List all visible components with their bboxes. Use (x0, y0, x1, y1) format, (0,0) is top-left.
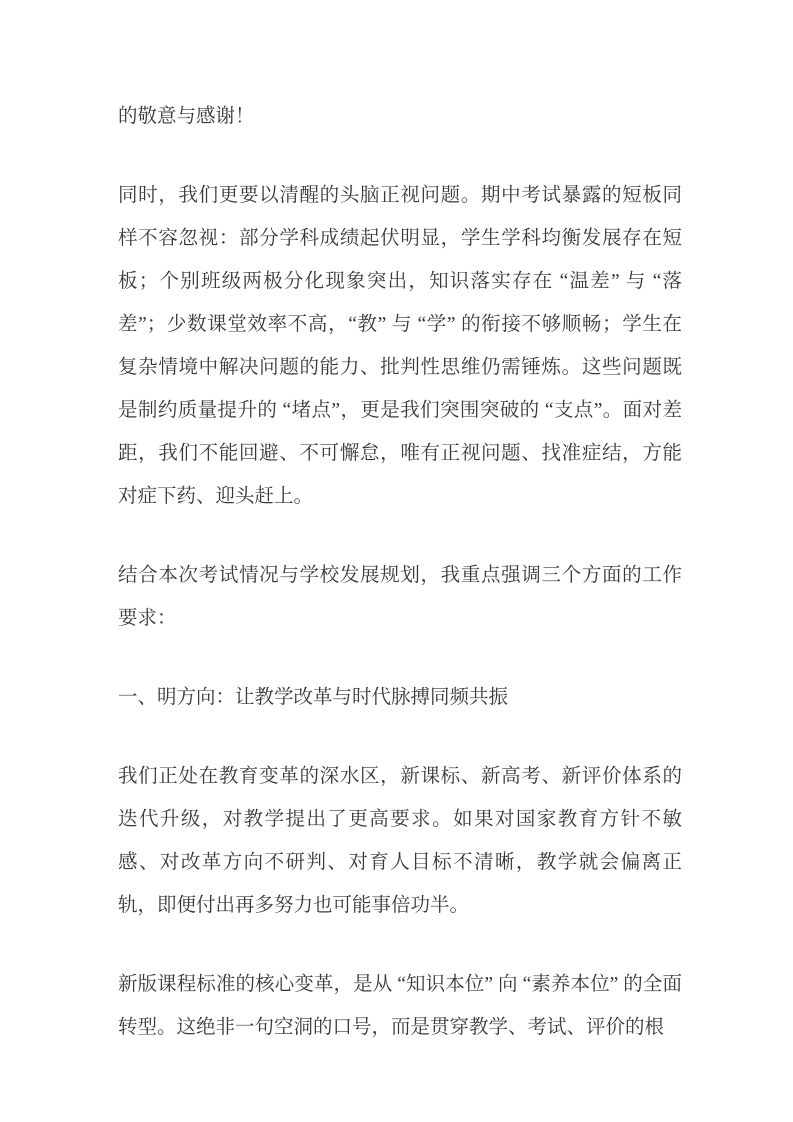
document-body (118, 95, 682, 1049)
section-heading-direction: 一、明方向：让教学改革与时代脉搏同频共振 (118, 687, 509, 708)
paragraph-work-requirements-intro: 结合本次考试情况与学校发展规划，我重点强调三个方面的工作要求： (118, 565, 682, 629)
paragraph-exam-shortcomings: 同时，我们更要以清醒的头脑正视问题。期中考试暴露的短板同样不容忽视：部分学科成绩起伏明显，学生学科均衡发展存在短板；个别班级两极分化现象突出，知识落实存在 “温差” 与 “落差”；少数课堂效率不高，“教” 与 “学” 的衔接不够顺畅；学生在复杂情境中解决问题的能力、批判性思维仍需锤炼。这些问题既是制约质量提升的 “堵点”，更是我们突围突破的 “支点”。面对差距，我们不能回避、不可懈怠，唯有正视问题、找准症结，方能对症下药、迎头赶上。 (118, 185, 682, 507)
paragraph-continuation-gratitude: 的敬意与感谢！ (118, 106, 255, 127)
paragraph-curriculum-standard-change: 新版课程标准的核心变革，是从 “知识本位” 向 “素养本位” 的全面转型。这绝非一句空洞的口号，而是贯穿教学、考试、评价的根 (118, 974, 682, 1038)
paragraph-education-reform-context: 我们正处在教育变革的深水区，新课标、新高考、新评价体系的迭代升级，对教学提出了更高要求。如果对国家教育方针不敏感、对改革方向不研判、对育人目标不清晰，教学就会偏离正轨，即便付出再多努力也可能事倍功半。 (118, 766, 682, 916)
